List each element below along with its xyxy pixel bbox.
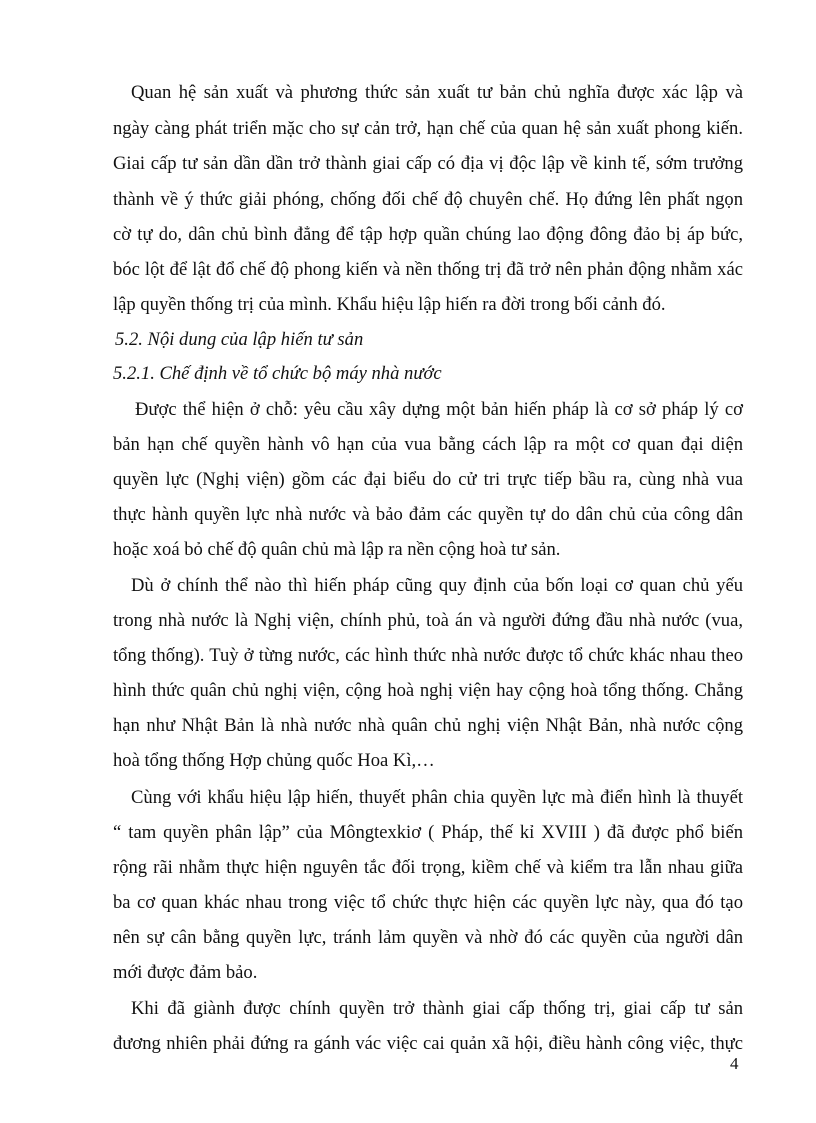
text-line: trong nhà nước là Nghị viện, chính phủ, toà án và người đứng đầu nhà nước (vua, (113, 610, 743, 631)
text-line: rộng rãi nhằm thực hiện nguyên tắc đối trọng, kiềm chế và kiểm tra lẫn nhau giữa (113, 857, 743, 878)
text-line: Được thể hiện ở chỗ: yêu cầu xây dựng một bản hiến pháp là cơ sở pháp lý cơ (135, 399, 743, 420)
text-line: Khi đã giành được chính quyền trở thành giai cấp thống trị, giai cấp tư sản (131, 998, 743, 1019)
page-number: 4 (730, 1054, 739, 1073)
text-line: quyền lực (Nghị viện) gồm các đại biểu do cử tri trực tiếp bầu ra, cùng nhà vua (113, 469, 743, 490)
text-line: thực hành quyền lực nhà nước và bảo đảm các quyền tự do dân chủ của công dân (113, 504, 743, 525)
section-heading: 5.2. Nội dung của lập hiến tư sản (115, 329, 364, 350)
text-line: bóc lột để lật đổ chế độ phong kiến và nền thống trị đã trở nên phản động nhằm xác (113, 259, 743, 280)
text-line: lập quyền thống trị của mình. Khẩu hiệu lập hiến ra đời trong bối cảnh đó. (113, 294, 666, 315)
text-line: hình thức quân chủ nghị viện, cộng hoà nghị viện hay cộng hoà tổng thống. Chẳng (113, 680, 743, 701)
text-line: hạn như Nhật Bản là nhà nước nhà quân chủ nghị viện Nhật Bản, nhà nước cộng (113, 715, 743, 736)
text-line: hoà tổng thống Hợp chủng quốc Hoa Kì,… (113, 750, 435, 771)
text-line: thành về ý thức giải phóng, chống đối chế độ chuyên chế. Họ đứng lên phất ngọn (113, 189, 743, 210)
text-line: Cùng với khẩu hiệu lập hiến, thuyết phân chia quyền lực mà điển hình là thuyết (131, 787, 743, 808)
text-line: đương nhiên phải đứng ra gánh vác việc cai quản xã hội, điều hành công việc, thực (113, 1033, 743, 1054)
subsection-heading: 5.2.1. Chế định về tổ chức bộ máy nhà nước (113, 363, 442, 384)
text-line: mới được đảm bảo. (113, 962, 258, 983)
text-line: nên sự cân bằng quyền lực, tránh lảm quyền và nhờ đó các quyền của người dân (113, 927, 743, 948)
text-line: hoặc xoá bỏ chế độ quân chủ mà lập ra nền cộng hoà tư sản. (113, 539, 561, 560)
text-line: Dù ở chính thể nào thì hiến pháp cũng quy định của bốn loại cơ quan chủ yếu (131, 575, 743, 596)
text-line: ba cơ quan khác nhau trong việc tổ chức thực hiện các quyền lực này, qua đó tạo (113, 892, 743, 913)
text-line: ngày càng phát triển mặc cho sự cản trở, hạn chế của quan hệ sản xuất phong kiến. (113, 118, 743, 139)
text-line: bản hạn chế quyền hành vô hạn của vua bằng cách lập ra một cơ quan đại diện (113, 434, 743, 455)
text-line: tổng thống). Tuỳ ở từng nước, các hình thức nhà nước được tổ chức khác nhau theo (113, 645, 743, 666)
text-line: Quan hệ sản xuất và phương thức sản xuất tư bản chủ nghĩa được xác lập và (131, 82, 743, 103)
text-line: “ tam quyền phân lập” của Môngtexkiơ ( Pháp, thế kỉ XVIII ) đã được phổ biến (113, 822, 743, 843)
text-line: Giai cấp tư sản dần dần trở thành giai cấp có địa vị độc lập về kinh tế, sớm trưởng (113, 153, 743, 174)
text-line: cờ tự do, dân chủ bình đẳng để tập hợp quần chúng lao động đông đảo bị áp bức, (113, 224, 743, 245)
